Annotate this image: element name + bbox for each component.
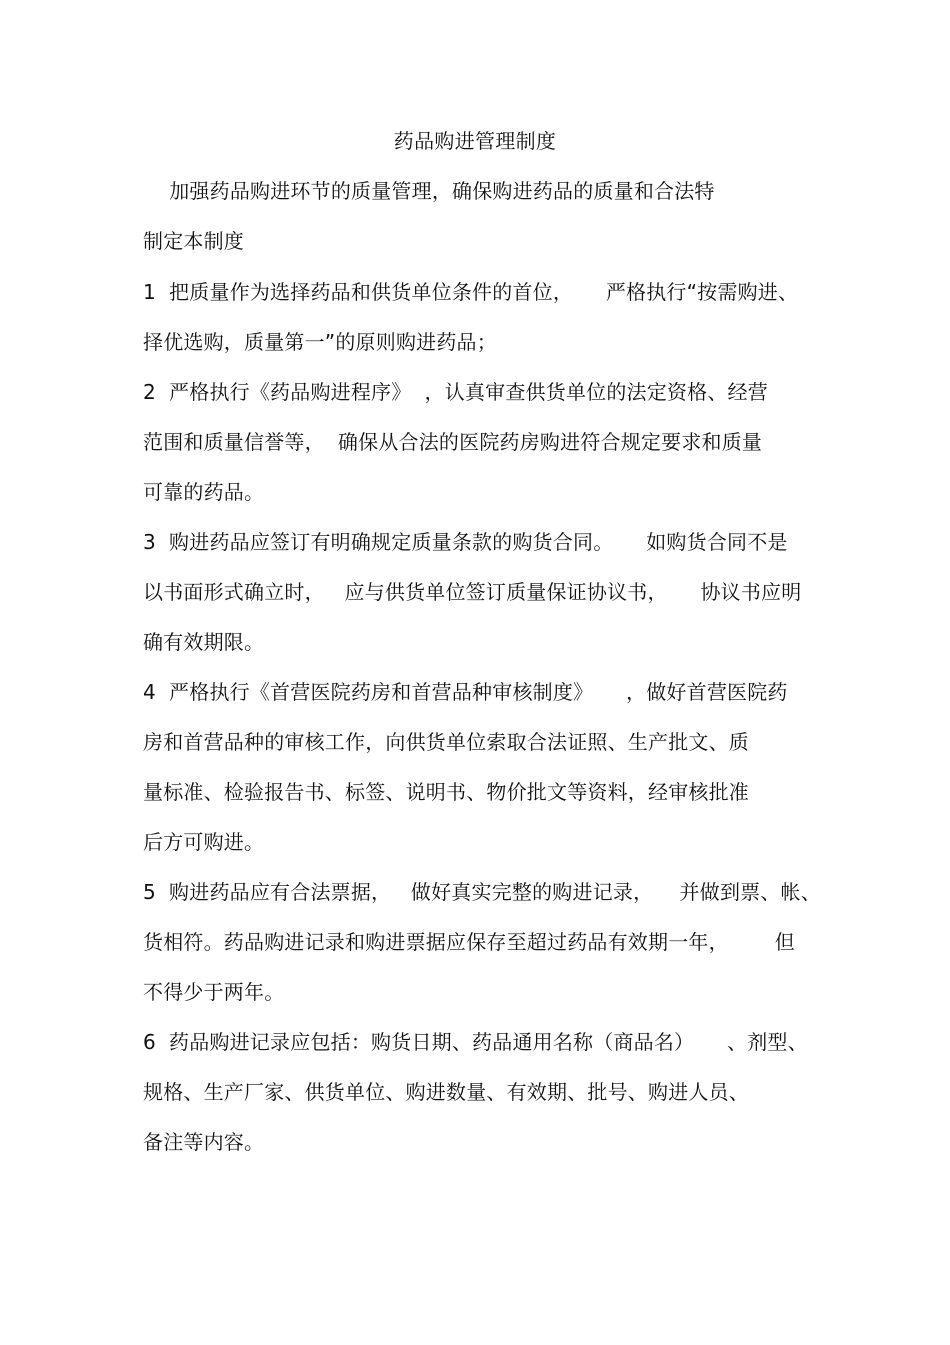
paragraph-line: 3 购进药品应签订有明确规定质量条款的购货合同。 如购货合同不是	[143, 530, 788, 554]
paragraph-line: 1 把质量作为选择药品和供货单位条件的首位， 严格执行“按需购进、	[143, 280, 799, 304]
document-title: 药品购进管理制度	[393, 129, 557, 153]
paragraph-line: 可靠的药品。	[143, 480, 265, 504]
paragraph-line: 择优选购，质量第一”的原则购进药品；	[143, 330, 497, 354]
paragraph-line: 规格、生产厂家、供货单位、购进数量、有效期、批号、购进人员、	[143, 1080, 749, 1104]
paragraph-line: 确有效期限。	[143, 630, 265, 654]
paragraph-line: 制定本制度	[143, 229, 244, 253]
paragraph-line: 以书面形式确立时， 应与供货单位签订质量保证协议书， 协议书应明	[143, 580, 802, 604]
paragraph-line: 不得少于两年。	[143, 980, 285, 1004]
paragraph-line: 备注等内容。	[143, 1130, 265, 1154]
paragraph-line: 房和首营品种的审核工作，向供货单位索取合法证照、生产批文、质	[143, 730, 749, 754]
paragraph-line: 加强药品购进环节的质量管理，确保购进药品的质量和合法特	[143, 179, 715, 203]
paragraph-line: 6 药品购进记录应包括：购货日期、药品通用名称（商品名） 、剂型、	[143, 1030, 808, 1054]
paragraph-line: 5 购进药品应有合法票据， 做好真实完整的购进记录， 并做到票、帐、	[143, 880, 821, 904]
paragraph-line: 4 严格执行《首营医院药房和首营品种审核制度》 ，做好首营医院药	[143, 680, 788, 704]
paragraph-line: 量标准、检验报告书、标签、说明书、物价批文等资料，经审核批准	[143, 780, 749, 804]
paragraph-line: 货相符。药品购进记录和购进票据应保存至超过药品有效期一年， 但	[143, 930, 795, 954]
paragraph-line: 范围和质量信誉等， 确保从合法的医院药房购进符合规定要求和质量	[143, 430, 763, 454]
paragraph-line: 2 严格执行《药品购进程序》 ，认真审查供货单位的法定资格、经营	[143, 380, 768, 404]
paragraph-line: 后方可购进。	[143, 830, 265, 854]
